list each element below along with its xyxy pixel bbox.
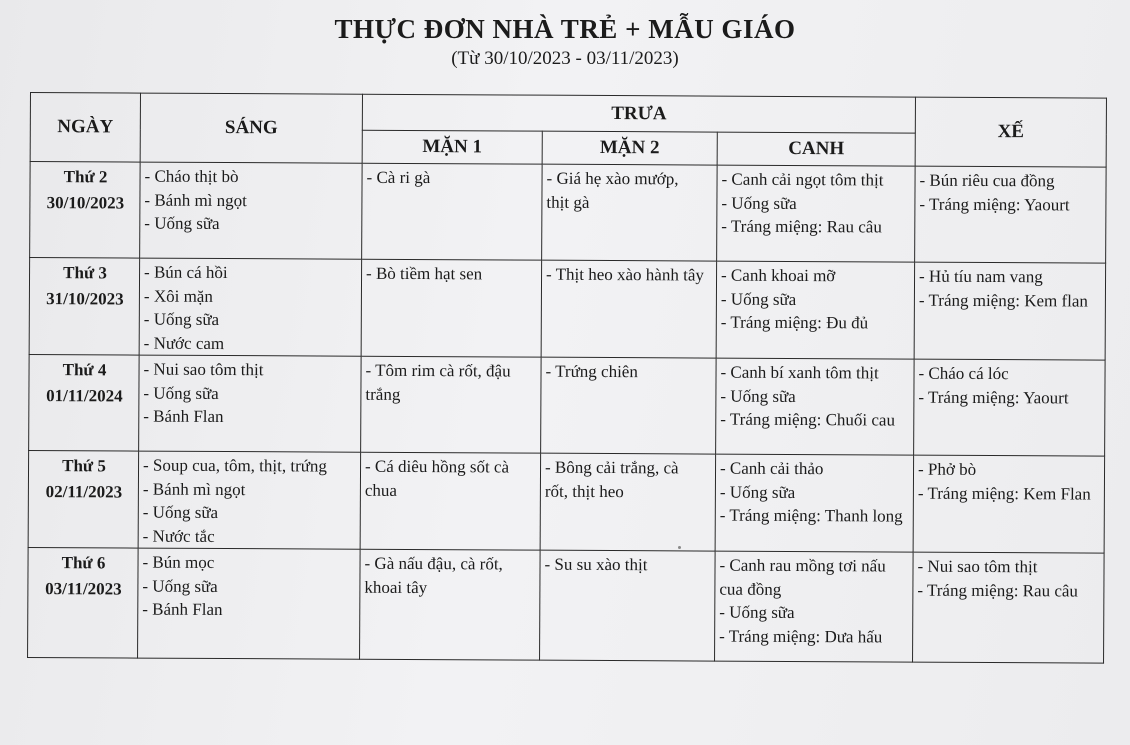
day-cell xyxy=(28,450,139,548)
table-row xyxy=(28,547,1105,663)
man2-cell xyxy=(541,357,717,454)
menu-item: trắng xyxy=(365,384,401,404)
menu-item: - Bún mọc xyxy=(142,552,215,572)
menu-item: - Uống sữa xyxy=(143,383,219,403)
menu-item: - Phở bò xyxy=(917,459,977,479)
menu-item: - Tráng miệng: Kem flan xyxy=(918,290,1089,311)
menu-item: - Uống sữa xyxy=(144,213,220,233)
day-label: Thứ 4 xyxy=(62,360,107,380)
table-row xyxy=(30,162,1106,264)
page-title: THỰC ĐƠN NHÀ TRẺ + MẪU GIÁO xyxy=(334,14,796,44)
man2-cell xyxy=(540,550,716,661)
menu-item: - Uống sữa xyxy=(719,482,796,502)
xe-cell xyxy=(914,262,1106,360)
menu-item: - Canh khoai mỡ xyxy=(721,265,836,286)
day-label: Thứ 2 xyxy=(63,167,108,187)
menu-item: - Tráng miệng: Chuối cau xyxy=(720,409,896,430)
sang-cell xyxy=(138,548,361,659)
menu-item: - Nui sao tôm thịt xyxy=(917,556,1038,577)
sang-cell xyxy=(139,258,362,356)
man1-cell xyxy=(360,452,541,550)
header-canh: CANH xyxy=(717,132,915,166)
day-date: 01/11/2024 xyxy=(46,386,123,406)
header-trua: TRƯA xyxy=(362,94,915,133)
menu-item: - Uống sữa xyxy=(142,576,218,596)
menu-item: - Tôm rim cà rốt, đậu xyxy=(365,360,511,381)
xe-cell xyxy=(914,359,1106,456)
canh-cell xyxy=(716,261,915,359)
canh-cell xyxy=(716,358,914,455)
day-cell xyxy=(28,547,139,658)
day-date: 03/11/2023 xyxy=(45,579,122,599)
menu-item: - Tráng miệng: Yaourt xyxy=(918,387,1069,407)
menu-table xyxy=(27,92,1107,664)
table-row xyxy=(28,450,1104,553)
header-man1: MẶN 1 xyxy=(362,130,542,164)
menu-item: - Bánh Flan xyxy=(143,406,224,427)
menu-item: thịt gà xyxy=(546,192,590,212)
menu-item: - Tráng miệng: Dưa hấu xyxy=(719,626,883,646)
menu-item: - Giá hẹ xào mướp, xyxy=(546,168,679,189)
canh-cell xyxy=(715,551,914,662)
menu-item: - Gà nấu đậu, cà rốt, xyxy=(364,553,503,574)
day-date: 31/10/2023 xyxy=(46,289,124,309)
menu-item: - Bún cá hồi xyxy=(144,262,228,283)
man1-cell xyxy=(361,356,542,453)
table-row xyxy=(29,354,1105,456)
table-row xyxy=(29,258,1105,361)
menu-item: - Su su xào thịt xyxy=(544,554,648,575)
menu-item: - Cà ri gà xyxy=(366,167,431,188)
menu-item: - Uống sữa xyxy=(143,309,220,329)
sang-cell xyxy=(140,162,362,259)
day-cell xyxy=(29,258,140,356)
menu-item: - Canh bí xanh tôm thịt xyxy=(720,362,879,383)
canh-cell xyxy=(717,165,915,262)
menu-item: - Tráng miệng: Kem Flan xyxy=(917,483,1091,504)
menu-item: khoai tây xyxy=(364,577,428,597)
menu-item: - Bánh Flan xyxy=(142,599,223,620)
man1-cell xyxy=(362,163,543,260)
menu-item: chua xyxy=(364,480,398,500)
day-label: Thứ 6 xyxy=(61,553,106,573)
sang-cell xyxy=(139,355,361,452)
header-man2: MẶN 2 xyxy=(542,131,717,165)
menu-item: - Soup cua, tôm, thịt, trứng xyxy=(142,455,328,476)
menu-item: - Bò tiềm hạt sen xyxy=(366,263,483,284)
menu-item: - Canh cải thảo xyxy=(719,458,824,479)
menu-item: - Uống sữa xyxy=(720,386,796,406)
menu-item: - Bún riêu cua đồng xyxy=(919,170,1055,191)
menu-item: - Trứng chiên xyxy=(545,361,638,382)
menu-item: - Cháo cá lóc xyxy=(918,363,1009,384)
day-date: 02/11/2023 xyxy=(45,482,123,502)
menu-item: - Bánh mì ngọt xyxy=(142,479,246,499)
day-label: Thứ 3 xyxy=(63,263,107,283)
day-label: Thứ 5 xyxy=(62,456,106,476)
day-cell xyxy=(30,162,141,259)
menu-item: - Uống sữa xyxy=(720,289,797,309)
header-xe: XẾ xyxy=(915,97,1106,167)
man2-cell xyxy=(541,260,717,358)
man1-cell xyxy=(360,549,541,660)
xe-cell xyxy=(915,166,1107,263)
menu-item: - Bông cải trắng, cà xyxy=(544,457,679,478)
menu-item: - Nước tắc xyxy=(142,526,215,546)
menu-item: - Uống sữa xyxy=(721,193,797,213)
day-cell xyxy=(29,354,140,451)
xe-cell xyxy=(913,552,1105,663)
menu-item: - Cháo thịt bò xyxy=(144,166,239,187)
menu-item: - Tráng miệng: Rau câu xyxy=(721,216,882,237)
man2-cell xyxy=(540,453,716,551)
menu-item: - Nước cam xyxy=(143,333,225,353)
menu-item: - Bánh mì ngọt xyxy=(144,190,247,210)
canh-cell xyxy=(715,454,914,552)
date-range: (Từ 30/10/2023 - 03/11/2023) xyxy=(451,48,679,69)
menu-item: - Canh rau mồng tơi nấu xyxy=(719,555,886,576)
menu-item: - Thịt heo xào hành tây xyxy=(546,264,704,285)
man2-cell xyxy=(542,164,718,261)
menu-body xyxy=(28,162,1107,664)
menu-item: - Tráng miệng: Rau câu xyxy=(917,580,1079,600)
man1-cell xyxy=(361,259,542,357)
menu-item: - Cá diêu hồng sốt cà xyxy=(364,456,510,477)
menu-item: - Canh cải ngọt tôm thịt xyxy=(721,169,884,190)
menu-item: - Nui sao tôm thịt xyxy=(143,359,264,380)
xe-cell xyxy=(913,455,1105,553)
header-ngay: NGÀY xyxy=(30,93,140,163)
menu-item: - Xôi mặn xyxy=(143,286,213,306)
day-date: 30/10/2023 xyxy=(46,193,125,213)
menu-item: rốt, thịt heo xyxy=(544,481,624,501)
menu-item: cua đồng xyxy=(719,579,782,599)
sang-cell xyxy=(138,451,361,549)
menu-item: - Tráng miệng: Yaourt xyxy=(919,194,1070,214)
menu-item: - Tráng miệng: Thanh long xyxy=(719,505,903,526)
menu-item: - Hủ tíu nam vang xyxy=(918,266,1043,287)
header-sang: SÁNG xyxy=(140,93,362,163)
menu-item: - Tráng miệng: Đu đủ xyxy=(720,312,869,333)
menu-item: - Uống sữa xyxy=(142,502,219,522)
menu-item: - Uống sữa xyxy=(719,602,795,623)
paper-speck xyxy=(678,546,681,549)
